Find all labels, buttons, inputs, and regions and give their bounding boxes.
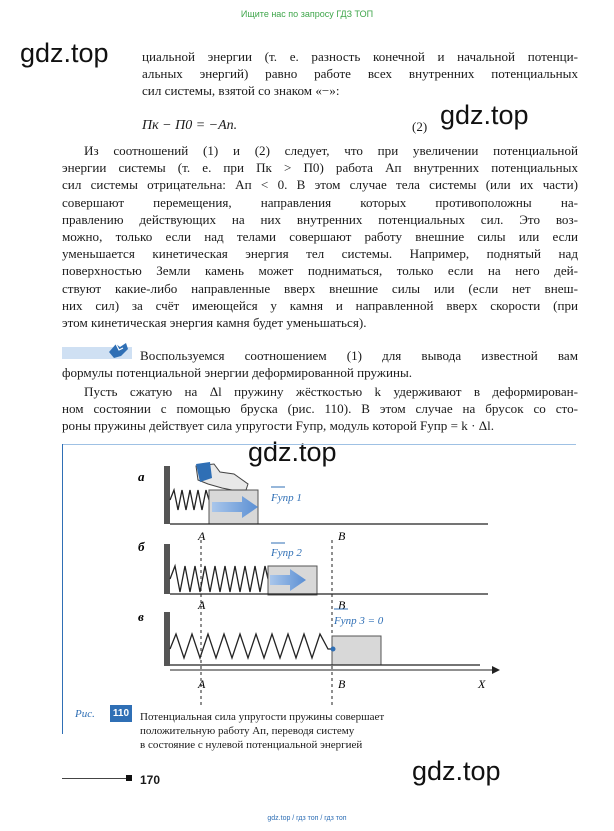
caption-line: Потенциальная сила упругости пружины совершает — [140, 711, 385, 723]
point-label: B — [338, 529, 346, 543]
text-line: ном состоянии с помощью бруска (рис. 110). В этом случае на брусок со сто- — [62, 401, 578, 417]
page-rule — [62, 778, 126, 779]
figure-caption — [140, 710, 384, 752]
caption-prefix: Рис. — [75, 708, 95, 720]
paragraph-4 — [62, 383, 578, 435]
text-line: сил системы, взятой со знаком «−»: — [142, 83, 340, 99]
spring — [170, 634, 332, 658]
text-line: них сил) за счёт имеющейся у камня и направленной вверх скорости (при — [62, 297, 578, 313]
block — [332, 636, 381, 665]
contact-point — [331, 647, 336, 652]
equation-number: (2) — [412, 119, 428, 134]
text-line: формулы потенциальной энергии деформированной пружины. — [62, 365, 413, 380]
paragraph-3-line1 — [140, 347, 578, 364]
caption-line: положительную работу Ап, переводя систему — [140, 725, 355, 737]
text-line: роны пружины действует сила упругости Fупр, модуль которой Fупр = k · Δl. — [62, 418, 495, 434]
force-label: Fупр 3 = 0 — [334, 615, 384, 627]
text-line: можно, только если над телами совершают работу внешние силы или если — [62, 228, 578, 244]
text-line: уменьшается кинетическая энергия тел системы. Например, поднятый над — [62, 246, 578, 262]
page-number: 170 — [140, 773, 161, 787]
point-label: B — [338, 598, 346, 612]
spring-figure — [62, 444, 576, 706]
paragraph-2 — [62, 142, 578, 331]
spring — [170, 566, 268, 592]
text-line: альных энергий) равно работе всех внутренних потенциальных — [142, 66, 578, 82]
force-label: Fупр 1 — [271, 492, 302, 504]
caption-line: в состояние с нулевой потенциальной энергией — [140, 739, 363, 751]
watermark: gdz.top — [412, 756, 501, 786]
text-line: поверхностью Земли камень может подниматься, только если на него дей- — [62, 263, 578, 279]
text-line: правлению действующих на них внутренних потенциальных сил. Это воз- — [62, 211, 578, 227]
panel-label: а — [138, 469, 145, 484]
wall — [164, 612, 170, 666]
force-label: Fупр 2 — [271, 547, 302, 559]
watermark: gdz.top — [20, 38, 109, 68]
hand-icon — [106, 340, 130, 362]
point-label: A — [198, 677, 206, 691]
spring — [170, 490, 209, 510]
paragraph-3-line2 — [62, 364, 578, 381]
wall — [164, 544, 170, 594]
paragraph-1 — [142, 48, 578, 100]
x-axis-arrow — [492, 666, 500, 674]
text-line: Пусть сжатую на Δl пружину жёсткостью k удерживают в деформирован- — [84, 384, 578, 399]
point-label: B — [338, 677, 346, 691]
watermark: gdz.top — [248, 437, 337, 467]
text-line: ствуют какие-либо направленные вверх внешние силы или (если нет внеш- — [62, 280, 578, 296]
text-line: циальной энергии (т. е. разность конечной и начальной потенци- — [142, 49, 578, 64]
text-line: энергии системы (т. е. при Пк > П0) работа Ап внутренних потенциальных — [62, 160, 578, 176]
wall — [164, 466, 170, 524]
panel-label: в — [138, 609, 144, 624]
header-link[interactable]: Ищите нас по запросу ГДЗ ТОП — [240, 9, 374, 19]
footer-links[interactable]: gdz.top / гдз топ / гдз топ — [267, 815, 347, 822]
axis-label: X — [478, 677, 486, 691]
watermark: gdz.top — [440, 100, 529, 130]
point-label: A — [198, 529, 206, 543]
text-line: сил системы отрицательна: Ап < 0. В этом случае тела системы (или их части) — [62, 177, 578, 193]
text-line: совершают перемещения, направления которых противоположны на- — [62, 194, 578, 210]
panel-label: б — [138, 539, 145, 554]
text-line: Из соотношений (1) и (2) следует, что при увеличении потенциальной — [84, 143, 578, 158]
figure-number: 110 — [110, 705, 132, 722]
formula-2: Пк − П0 = −Ап. — [142, 118, 238, 133]
text-line: Воспользуемся соотношением (1) для вывода известной вам — [140, 348, 578, 363]
page-marker — [126, 775, 132, 781]
text-line: этом кинетическая энергия камня будет уменьшаться). — [62, 314, 367, 330]
point-label: A — [198, 598, 206, 612]
